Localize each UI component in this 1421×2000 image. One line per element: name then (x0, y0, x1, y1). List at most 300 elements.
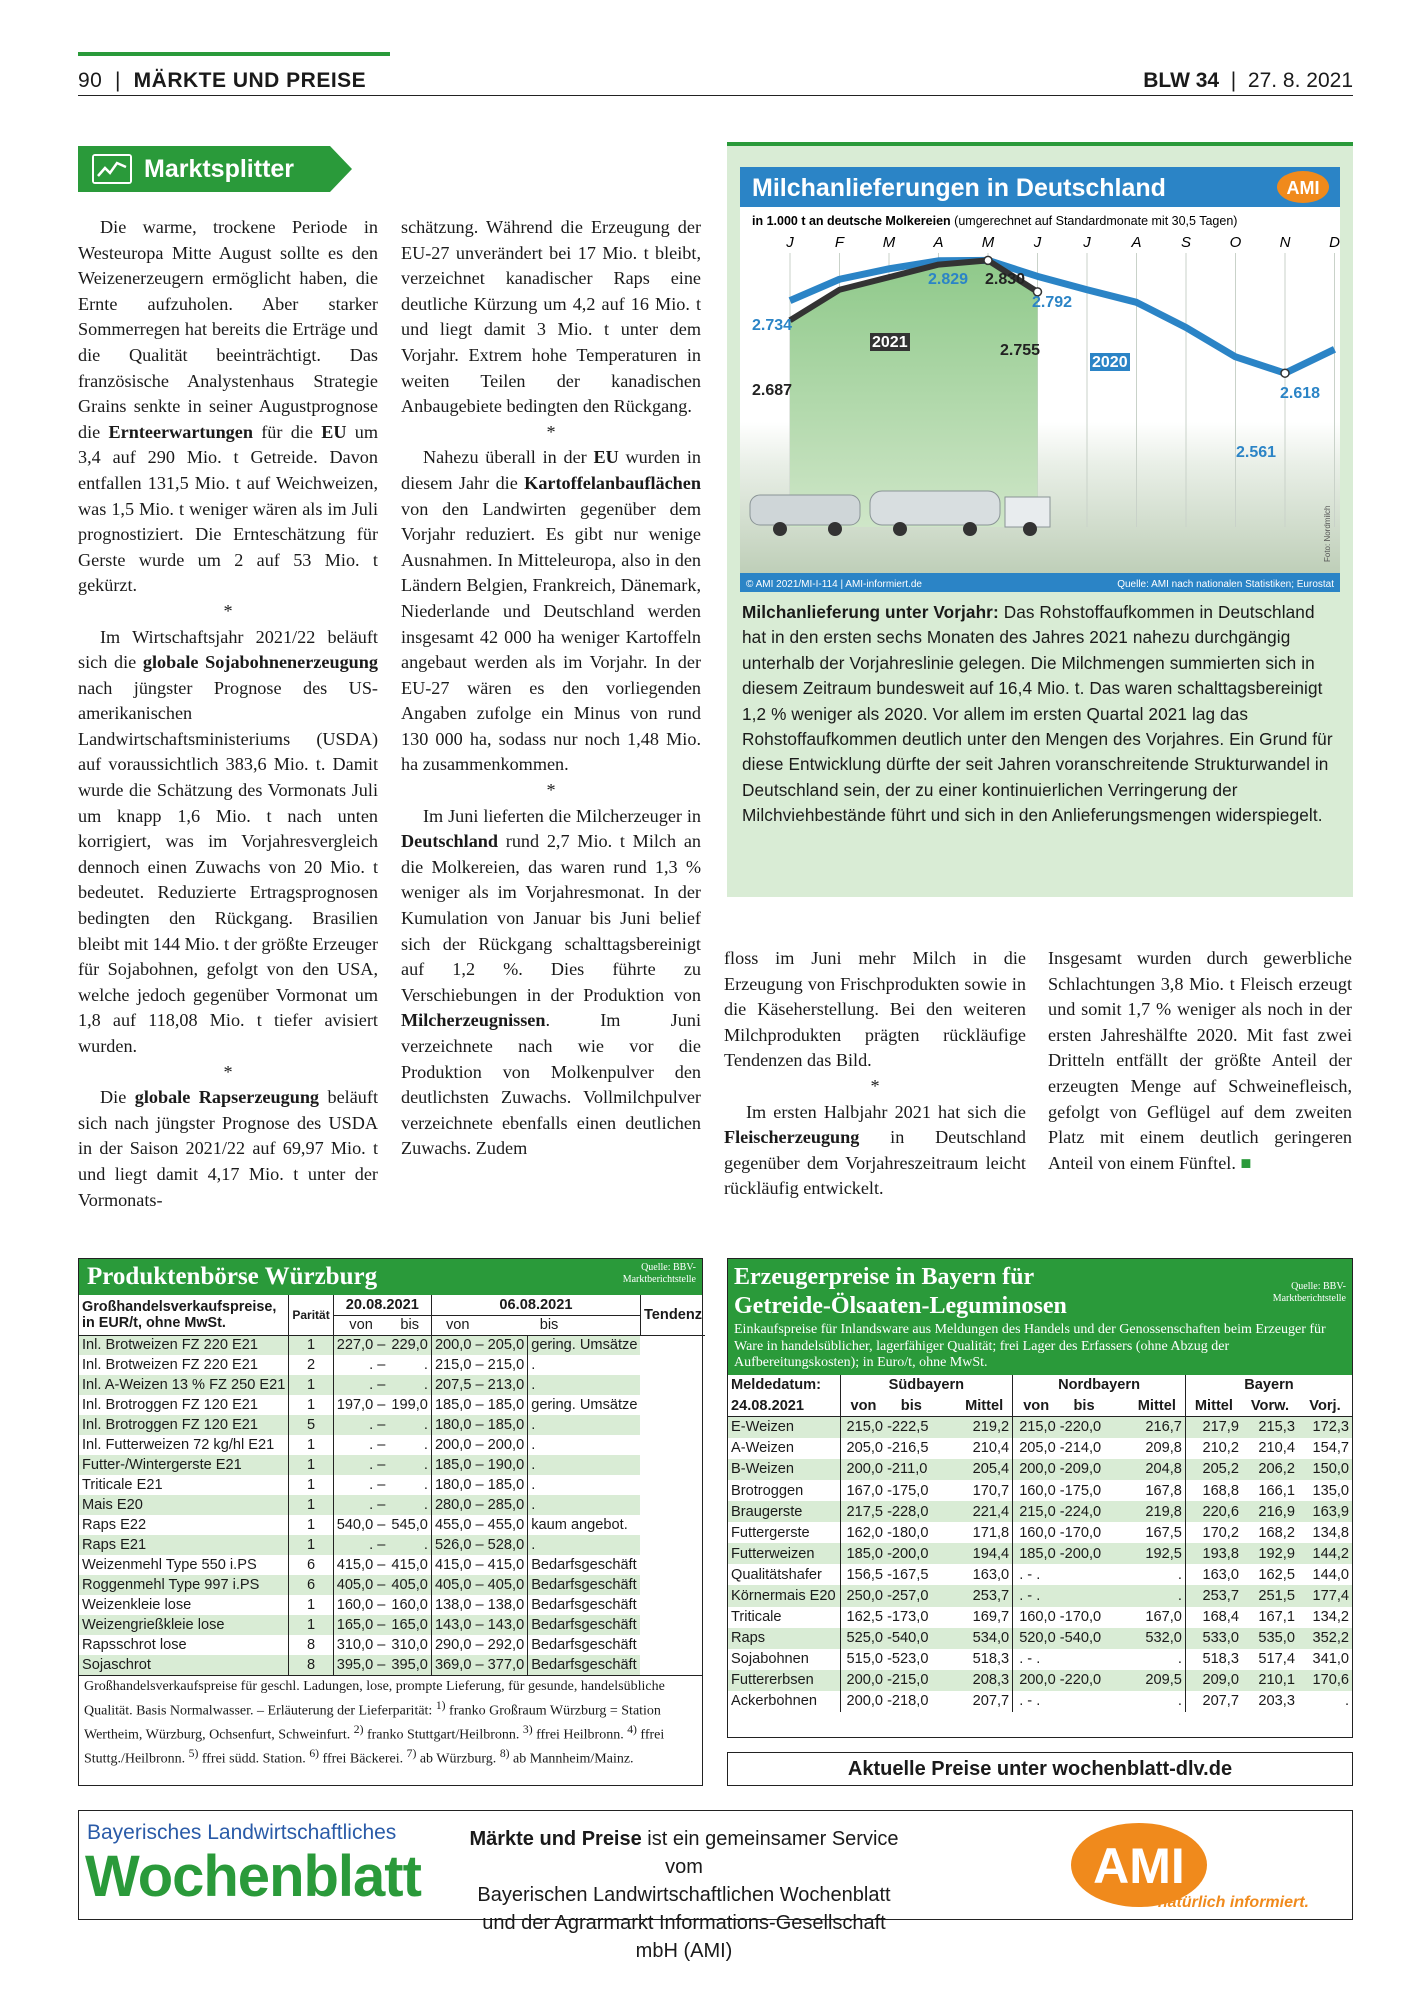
label-2830: 2.830 (985, 271, 1026, 288)
ezp-cell: 221,4 (956, 1501, 1013, 1522)
pbw-cell: 138,0 – 138,0 (431, 1595, 527, 1615)
pbw-row (79, 1375, 705, 1395)
pbw-cell: Bedarfsgeschäft (528, 1555, 641, 1575)
ezp-source: Quelle: BBV-Marktberichtstelle (1272, 1281, 1346, 1304)
milk-chart-svg (740, 167, 1340, 592)
ezp-cell: 170,2 (1185, 1522, 1242, 1543)
pbw-cell: 395,0 (388, 1655, 431, 1675)
pbw-cell: 1 (289, 1335, 333, 1355)
ezp-row (728, 1607, 1352, 1628)
pbw-title: Produktenbörse Würzburg (87, 1263, 378, 1290)
ezp-cell: 205,4 (956, 1459, 1013, 1480)
pbw-cell: . (423, 1437, 428, 1453)
pbw-cell: . – (333, 1435, 388, 1455)
pbw-cell: 405,0 – (333, 1575, 388, 1595)
pbw-cell: . (388, 1375, 431, 1395)
ezp-cell: 216,9 (1242, 1501, 1298, 1522)
ezp-cell: 209,0 (1185, 1670, 1242, 1691)
ezp-cell: 217,9 (1185, 1417, 1242, 1438)
current-prices-link[interactable]: Aktuelle Preise unter wochenblatt-dlv.de (727, 1752, 1353, 1786)
pbw-cell: 197,0 – (333, 1395, 388, 1415)
pbw-cell: 1 (289, 1535, 333, 1555)
ezp-cell: 207,7 (1185, 1691, 1242, 1712)
ezp-cell: 210,1 (1242, 1670, 1298, 1691)
pbw-cell: . (528, 1535, 641, 1555)
ezp-cell: 215,0 -220,0 (1013, 1417, 1129, 1438)
pbw-cell: kaum angebot. (528, 1515, 641, 1535)
ezp-cell: 215,0 -222,5 (840, 1417, 956, 1438)
label-2755: 2.755 (1000, 342, 1041, 359)
article-paragraph: schätzung. Während die Erzeugung der EU-27 unverändert bei 17 Mio. t bleibt, verzeichnet kanadischer Raps eine deutliche Kürzung um 4,2 auf 16 Mio. t und liegt damit 3 Mio. t unter dem Vorjahr. Extrem hohe Temperaturen in weiten Teilen der kanadischen Anbaugebiete bedingten den Rückgang. (401, 217, 701, 417)
pbw-cell: Weizengrießkleie lose (79, 1615, 289, 1635)
ezp-cell: 172,3 (1298, 1417, 1352, 1438)
chart-credit-right: Quelle: AMI nach nationalen Statistiken; Eurostat (1117, 579, 1334, 590)
pbw-cell: 310,0 (391, 1637, 428, 1653)
ezp-cell: 162,5 -173,0 (840, 1607, 956, 1628)
pbw-cell: 1 (289, 1455, 333, 1475)
article-paragraph: Im ersten Halbjahr 2021 hat sich die Fleischerzeugung in Deutschland gegenüber dem Vorjahreszeitraum leicht rückläufig entwickelt. (724, 1101, 1026, 1199)
ezp-cell: 163,0 (1185, 1564, 1242, 1585)
ezp-cell: 134,2 (1312, 1609, 1349, 1626)
pbw-cell: 200,0 – 200,0 (431, 1435, 527, 1455)
pbw-col-bis2: bis (539, 1317, 559, 1333)
ezp-cell: B-Weizen (728, 1459, 840, 1480)
ezp-cell: 144,0 (1312, 1566, 1349, 1583)
pbw-cell: Bedarfsgeschäft (528, 1595, 641, 1615)
pbw-cell: Inl. Brotroggen FZ 120 E21 (79, 1415, 289, 1435)
separator-star: * (546, 421, 556, 442)
article-paragraph: Nahezu überall in der EU wurden in diesem Jahr die Kartoffelanbauflächen von den Landwirten gegenüber dem Vorjahr reduziert. Es gibt nur wenige Ausnahmen. In Mitteleuropa, also in den Ländern Belgien, Frankreich, Dänemark, Niederlande und Deutschland werden insgesamt 42 000 ha weniger Kartoffeln angebaut werden als im Vorjahr. In der EU-27 wären es den vorliegenden Angaben zufolge ein Minus von rund 130 000 ha, sodass nur noch 1,48 Mio. ha zusammenkommen. (401, 447, 701, 775)
separator-star: * (223, 600, 233, 621)
ezp-cell: 210,4 (1258, 1440, 1295, 1457)
pbw-cell: 415,0 – 415,0 (431, 1555, 527, 1575)
chart-subtitle: in 1.000 t an deutsche Molkereien (umgerechnet auf Standardmonate mit 30,5 Tagen) (752, 214, 1238, 228)
month-tick-label: F (834, 234, 845, 251)
pbw-row (79, 1655, 705, 1675)
ezp-cell: 535,0 (1242, 1628, 1298, 1649)
pbw-cell: Inl. Brotweizen FZ 220 E21 (79, 1335, 289, 1355)
pbw-cell: . – (333, 1355, 388, 1375)
ezp-row (728, 1522, 1352, 1543)
label-2829: 2.829 (928, 271, 969, 288)
ezp-cell: 162,0 -180,0 (840, 1522, 956, 1543)
pbw-col-product: Großhandelsverkaufspreise, in EUR/t, ohne MwSt. (82, 1298, 277, 1331)
ezp-cell: 206,2 (1242, 1459, 1298, 1480)
pbw-cell: Roggenmehl Type 997 i.PS (79, 1575, 289, 1595)
pbw-cell: 143,0 – 143,0 (431, 1615, 527, 1635)
milk-chart (740, 167, 1340, 592)
ezp-cell: 205,0 -216,5 (840, 1438, 956, 1459)
ezp-cell: 215,0 -224,0 (1013, 1501, 1129, 1522)
ezp-cell: 220,6 (1185, 1501, 1242, 1522)
ezp-cell: 219,8 (1129, 1501, 1186, 1522)
ezp-cell: Futterweizen (728, 1543, 840, 1564)
ezp-cell: 163,0 (972, 1566, 1010, 1583)
month-tick-label: O (1229, 234, 1242, 251)
pbw-cell: gering. Umsätze (528, 1335, 641, 1355)
svg-text:natürlich informiert.: natürlich informiert. (1157, 1894, 1309, 1911)
pbw-cell: 310,0 – (333, 1635, 388, 1655)
pbw-cell: 1 (289, 1615, 333, 1635)
pbw-cell: Bedarfsgeschäft (528, 1655, 641, 1675)
ezp-row (728, 1564, 1352, 1585)
separator-star: * (870, 1075, 880, 1096)
pbw-cell: 1 (289, 1435, 333, 1455)
ezp-cell: 210,2 (1185, 1438, 1242, 1459)
ezp-cell: 144,2 (1298, 1543, 1352, 1564)
pbw-cell: 229,0 (388, 1335, 431, 1355)
ezp-cell: 352,2 (1298, 1628, 1352, 1649)
pbw-table (79, 1295, 705, 1675)
ezp-cell: 200,0 -218,0 (840, 1691, 956, 1712)
ezp-cell: Sojabohnen (731, 1651, 809, 1668)
ezp-row (728, 1501, 1352, 1522)
pbw-cell: . – (333, 1535, 388, 1555)
ezp-cell: Brotroggen (731, 1482, 804, 1499)
pbw-cell: . – (333, 1375, 388, 1395)
month-tick-label: M (882, 234, 896, 251)
pbw-cell: . (423, 1357, 428, 1373)
ezp-cell: 520,0 -540,0 (1013, 1628, 1129, 1649)
pbw-cell: 415,0 – (333, 1555, 388, 1575)
pbw-cell: 180,0 – 185,0 (431, 1415, 527, 1435)
pbw-cell: 415,0 (391, 1557, 428, 1573)
ezp-col-suedbayern: Südbayern (840, 1375, 1013, 1396)
pbw-cell: 6 (289, 1575, 333, 1595)
pbw-cell: Bedarfsgeschäft (528, 1635, 641, 1655)
pbw-cell: Futter-/Wintergerste E21 (79, 1455, 289, 1475)
pbw-row (79, 1435, 705, 1455)
article-paragraph: Insgesamt wurden durch gewerbliche Schlachtungen 3,8 Mio. t Fleisch erzeugt und somit 1,7 % weniger als noch in der ersten Jahreshälfte 2020. Mit fast zwei Dritteln entfällt der größte Anteil der erzeugten Menge auf Schweinefleisch, gefolgt von Geflügel auf dem zweiten Platz mit einem deutlich geringeren Anteil von einem Fünftel. ■ (1048, 948, 1352, 1173)
pbw-cell: Triticale E21 (82, 1477, 163, 1493)
pbw-cell: Inl. Brotroggen FZ 120 E21 (82, 1397, 259, 1413)
pbw-row (79, 1635, 705, 1655)
ezp-description: Einkaufspreise für Inlandsware aus Meldungen des Handels und der Genossenschaften beim Erzeuger für Ware in handelsüblicher, lagerfähiger Qualität; frei Lager des Erfassers (ohne Abzug der Aufbereitungskosten); in Euro/t, ohne MwSt. (734, 1322, 1326, 1370)
ezp-cell: 205,2 (1185, 1459, 1242, 1480)
ezp-header (728, 1259, 1352, 1375)
ezp-cell: Futtererbsen (728, 1670, 840, 1691)
blw-logo-line1: Bayerisches Landwirtschaftliches (87, 1821, 397, 1844)
ezp-cell: 518,3 (972, 1651, 1010, 1668)
ezp-cell: 209,8 (1145, 1440, 1182, 1457)
ezp-cell: 170,7 (972, 1482, 1010, 1499)
ezp-cell: 253,7 (1185, 1585, 1242, 1606)
pbw-cell: Bedarfsgeschäft (528, 1575, 641, 1595)
ezp-row (728, 1459, 1352, 1480)
month-tick-label: M (981, 234, 995, 251)
pbw-cell: . (388, 1455, 431, 1475)
ezp-col-mittel-b: Mittel (1185, 1396, 1242, 1417)
pbw-row (79, 1535, 705, 1555)
section-title: MÄRKTE UND PREISE (133, 69, 367, 92)
month-tick-label: S (1180, 234, 1192, 251)
pbw-cell: 1 (289, 1475, 333, 1495)
pbw-row (79, 1515, 705, 1535)
pbw-cell: 1 (289, 1595, 333, 1615)
ezp-row (728, 1417, 1352, 1438)
ezp-row (728, 1628, 1352, 1649)
pbw-cell: . (388, 1495, 431, 1515)
svg-text:AMI: AMI (1093, 1838, 1185, 1894)
pbw-cell: 8 (289, 1655, 333, 1675)
ezp-row (728, 1691, 1352, 1712)
pbw-row (79, 1615, 705, 1635)
pbw-cell: 526,0 – 528,0 (431, 1535, 527, 1555)
pbw-cell: 185,0 – 190,0 (431, 1455, 527, 1475)
ezp-cell: . - . (1013, 1564, 1129, 1585)
ezp-cell: 209,5 (1129, 1670, 1186, 1691)
pbw-cell: 200,0 – 205,0 (431, 1335, 527, 1355)
ezp-cell: 150,0 (1298, 1459, 1352, 1480)
pbw-col-von2: von (431, 1315, 527, 1335)
ezp-cell: Ackerbohnen (731, 1693, 818, 1710)
pbw-cell: . (388, 1535, 431, 1555)
ezp-cell: 156,5 -167,5 (840, 1564, 956, 1585)
pbw-col-bis: bis (400, 1317, 419, 1333)
month-tick-label: J (786, 234, 794, 251)
page-footer (78, 1810, 1353, 1962)
ezp-cell: 193,8 (1185, 1543, 1242, 1564)
pbw-cell: . (528, 1415, 641, 1435)
ezp-cell: 518,3 (1185, 1649, 1242, 1670)
ezp-cell: 167,8 (1145, 1482, 1182, 1499)
ezp-col-von-bis-n: von bis (1013, 1396, 1129, 1417)
issue-number: BLW 34 (1143, 69, 1220, 92)
ezp-row (728, 1649, 1352, 1670)
ezp-cell: 134,8 (1312, 1524, 1349, 1541)
chart-credit-left: © AMI 2021/MI-I-114 | AMI-informiert.de (746, 579, 922, 590)
ezp-cell: 208,3 (956, 1670, 1013, 1691)
pbw-cell: . (528, 1375, 641, 1395)
pbw-cell: 1 (289, 1375, 333, 1395)
month-tick-label: A (1131, 234, 1142, 251)
ezp-cell: 207,7 (972, 1693, 1010, 1710)
pbw-cell: 160,0 – (333, 1595, 388, 1615)
ezp-cell: 192,5 (1129, 1543, 1186, 1564)
pbw-row (79, 1495, 705, 1515)
label-2792: 2.792 (1032, 294, 1073, 311)
pbw-cell: 1 (289, 1495, 333, 1515)
ezp-cell: Futtergerste (731, 1524, 810, 1541)
ezp-row (728, 1670, 1352, 1691)
pbw-cell: 395,0 – (333, 1655, 388, 1675)
ezp-col-bayern: Bayern (1185, 1375, 1352, 1396)
pbw-row (79, 1575, 705, 1595)
pbw-cell: Inl. Futterweizen 72 kg/hl E21 (82, 1437, 275, 1453)
ezp-cell: 194,4 (956, 1543, 1013, 1564)
pbw-cell: 1 (289, 1515, 333, 1535)
article-paragraph: Die globale Rapserzeugung beläuft sich nach jüngster Prognose des USDA in der Saison 2021/22 auf 69,97 Mio. t und liegt damit 4,17 Mio. t unter der Vormonats- (78, 1087, 378, 1210)
ezp-cell: 170,6 (1298, 1670, 1352, 1691)
pbw-cell: 369,0 – 377,0 (431, 1655, 527, 1675)
pbw-row (79, 1415, 705, 1435)
ezp-cell: . (1344, 1693, 1349, 1710)
ezp-title-line1: Erzeugerpreise in Bayern für (734, 1264, 1035, 1290)
ezp-cell: 203,3 (1258, 1693, 1295, 1710)
separator-star: * (546, 780, 556, 801)
caption-text: Das Rohstoffaufkommen in Deutschland hat in den ersten sechs Monaten des Jahres 2021 nahezu durchgängig unterhalb der Vorjahreslinie gelegen. Die Milchmengen summierten sich in diesem Zeitraum bundesweit auf 16,4 Mio. t. Das waren schalttagsbereinigt 1,2 % weniger als 2020. Vor allem im ersten Quartal 2021 lag das Rohstoffaufkommen deutlich unter den Mengen des Vorjahres. Ein Grund für diese Entwicklung dürfte der seit Jahren voranschreitende Strukturwandel in Deutschland sein, der zu einer kontinuierlichen Verringerung der Milchviehbestände führt und sich in den Anlieferungsmengen widerspiegelt. (742, 602, 1333, 826)
pbw-row (79, 1335, 705, 1355)
pbw-cell: 8 (289, 1635, 333, 1655)
ezp-cell: 167,1 (1258, 1609, 1295, 1626)
produktenboerse-table-box (78, 1258, 703, 1786)
pbw-cell: Raps E22 (82, 1517, 147, 1533)
pbw-cell: . (388, 1415, 431, 1435)
label-2687: 2.687 (752, 382, 793, 399)
ezp-cell: 167,5 (1145, 1524, 1182, 1541)
ezp-cell: 171,8 (972, 1524, 1010, 1541)
pbw-cell: . (528, 1475, 641, 1495)
ezp-col-von-bis-s: von bis (840, 1396, 956, 1417)
ezp-cell: 533,0 (1185, 1628, 1242, 1649)
ezp-cell: 341,0 (1312, 1651, 1349, 1668)
header-accent-bar (78, 52, 390, 56)
tanker-truck-illustration (750, 491, 1050, 536)
issue-date: 27. 8. 2021 (1247, 69, 1353, 92)
ezp-cell: Raps (728, 1628, 840, 1649)
article-column-2 (401, 215, 701, 1162)
ezp-cell: . - . (1013, 1691, 1129, 1712)
pbw-cell: gering. Umsätze (528, 1395, 641, 1415)
label-2734: 2.734 (752, 317, 793, 334)
ezp-row (728, 1438, 1352, 1459)
pbw-row (79, 1595, 705, 1615)
pbw-col-paritaet: Parität (289, 1295, 333, 1335)
ami-logo-text: AMI (1286, 178, 1320, 198)
ezp-row (728, 1585, 1352, 1606)
label-year-2021: 2021 (872, 334, 908, 351)
ezp-cell: 168,4 (1185, 1607, 1242, 1628)
article-paragraph: Im Wirtschaftsjahr 2021/22 beläuft sich die globale Sojabohnenerzeugung nach jüngster Prognose des US-amerikanischen Landwirtschaftsministeriums (USDA) auf voraussichtlich 383,6 Mio. t. Damit wurde die Schätzung des Vormonats Juli um knapp 1,6 Mio. t nach unten korrigiert, was im Vorjahresvergleich dennoch einen Zuwachs von 20 Mio. t bedeutet. Reduzierte Ertragsprognosen bedingten den Rückgang. Brasilien bleibt mit 144 Mio. t der größte Erzeuger für Sojabohnen, gefolgt von den USA, welche jedoch gegenüber Vormonat um 1,8 auf 118,08 Mio. t tiefer avisiert wurden. (78, 626, 379, 1056)
pbw-cell: 290,0 – 292,0 (431, 1635, 527, 1655)
ezp-cell: Körnermais E20 (728, 1585, 840, 1606)
pbw-cell: . – (333, 1415, 388, 1435)
ezp-cell: 135,0 (1312, 1482, 1349, 1499)
month-tick-label: A (933, 234, 944, 251)
pbw-cell: 215,0 – 215,0 (431, 1355, 527, 1375)
pbw-cell: . (528, 1435, 641, 1455)
pbw-cell: 405,0 – 405,0 (431, 1575, 527, 1595)
ezp-col-mittel-s: Mittel (965, 1397, 1004, 1414)
ezp-col-vorj: Vorj. (1309, 1397, 1341, 1414)
ezp-cell: 163,9 (1298, 1501, 1352, 1522)
ezp-cell: 532,0 (1129, 1628, 1186, 1649)
chart-title: Milchanlieferungen in Deutschland (752, 174, 1166, 202)
ezp-cell: 168,8 (1185, 1480, 1242, 1501)
pbw-col-von: von (333, 1315, 388, 1335)
footer-service-text: Märkte und Preise ist ein gemeinsamer Service vom Bayerischen Landwirtschaftlichen Wochenblatt und der Agrarmarkt Informations-Gesellschaft mbH (AMI) (469, 1828, 899, 1962)
pbw-cell: 280,0 – 285,0 (431, 1495, 527, 1515)
pbw-cell: 160,0 (391, 1597, 428, 1613)
ezp-cell: 168,2 (1258, 1524, 1295, 1541)
pbw-cell: Weizenmehl Type 550 i.PS (82, 1557, 257, 1573)
pbw-cell: 2 (289, 1355, 333, 1375)
pbw-cell: . (528, 1495, 641, 1515)
ezp-cell: Triticale (731, 1609, 782, 1626)
caption-lead: Milchanlieferung unter Vorjahr: (742, 602, 999, 622)
ezp-cell: 217,5 -228,0 (840, 1501, 956, 1522)
article-column-4 (1048, 946, 1352, 1176)
ezp-cell: 525,0 -540,0 (840, 1628, 956, 1649)
marktsplitter-title: Marktsplitter (144, 155, 295, 183)
separator-star: * (223, 1061, 233, 1082)
ezp-cell: 200,0 -220,0 (1013, 1670, 1129, 1691)
photo-credit: Foto: Nordmilch (1323, 505, 1332, 562)
ezp-cell: 200,0 -209,0 (1013, 1459, 1129, 1480)
ezp-cell: . - . (1013, 1585, 1129, 1606)
ezp-col-nordbayern: Nordbayern (1013, 1375, 1186, 1396)
ezp-cell: 205,0 -214,0 (1013, 1438, 1129, 1459)
ezp-cell: 250,0 -257,0 (840, 1585, 956, 1606)
pbw-cell: 1 (289, 1395, 333, 1415)
ezp-cell: . (1177, 1566, 1182, 1583)
label-2561: 2.561 (1236, 444, 1277, 461)
header-right: BLW 34 | 27. 8. 2021 (1143, 69, 1353, 92)
month-tick-label: J (1083, 234, 1091, 251)
ezp-cell: E-Weizen (728, 1417, 840, 1438)
article-paragraph: Die warme, trockene Periode in Westeuropa Mitte August sollte es den Weizenerzeugern ermöglicht haben, die Ernte aufzuholen. Aber starker Sommerregen hat bereits die Erträge und die Qualität beeinträchtigt. Das französische Analystenhaus Strategie Grains senkte in seiner Augustprognose die Ernteerwartungen für die EU um 3,4 auf 290 Mio. t Getreide. Davon entfallen 131,5 Mio. t auf Weichweizen, was 1,5 Mio. t weniger wären als im Juli prognostiziert. Die Ernteschätzung für Gerste wurde um 2 auf 53 Mio. t gekürzt. (78, 217, 378, 596)
ezp-title-line2: Getreide-Ölsaaten-Leguminosen (734, 1293, 1067, 1319)
ezp-cell: 154,7 (1312, 1440, 1349, 1457)
ezp-cell: 251,5 (1242, 1585, 1298, 1606)
pbw-cell: Mais E20 (79, 1495, 289, 1515)
pbw-row (79, 1355, 705, 1375)
pbw-footnote: Großhandelsverkaufspreise für geschl. Ladungen, lose, prompte Lieferung, für gesunde, handelsübliche Qualität. Basis Normalwasser. – Erläuterung der Lieferparität: $^{1)}$ franko Großraum Würzburg = Station Wertheim, Würzburg, Ochsenfurt, Schweinfurt. $^{2)}$ franko Stuttgart/Heilbronn. $^{3)}$ ffrei Heilbronn. $^{4)}$ ffrei Stuttg./Heilbronn. $^{5)}$ ffrei südd. Station. $^{6)}$ ffrei Bäckerei. $^{7)}$ ab Würzburg. $^{8)}$ ab Mannheim/Mainz. (79, 1675, 702, 1771)
ezp-cell: 200,0 -215,0 (840, 1670, 956, 1691)
ezp-cell: 253,7 (956, 1585, 1013, 1606)
pbw-cell: . (423, 1477, 428, 1493)
ezp-date: 24.08.2021 (731, 1397, 805, 1414)
pbw-cell: Inl. A-Weizen 13 % FZ 250 E21 (79, 1375, 289, 1395)
pbw-cell: Inl. Brotweizen FZ 220 E21 (82, 1357, 259, 1373)
marktsplitter-heading (78, 146, 330, 192)
ezp-cell: 167,0 (1145, 1609, 1182, 1626)
ezp-col-meldedatum: Meldedatum: (731, 1377, 821, 1394)
pbw-cell: 545,0 (391, 1517, 428, 1533)
ezp-cell: 517,4 (1258, 1651, 1295, 1668)
ezp-cell: 210,4 (972, 1440, 1010, 1457)
pbw-cell: Bedarfsgeschäft (528, 1615, 641, 1635)
ezp-cell: 219,2 (956, 1417, 1013, 1438)
pbw-cell: . – (333, 1475, 388, 1495)
ezp-cell: 215,3 (1242, 1417, 1298, 1438)
pbw-cell: 540,0 – (333, 1515, 388, 1535)
ezp-cell: . (1129, 1585, 1186, 1606)
ezp-cell: 185,0 -200,0 (1013, 1543, 1129, 1564)
ezp-cell: . (1177, 1693, 1182, 1710)
ezp-table (728, 1375, 1352, 1713)
pbw-cell: 165,0 (388, 1615, 431, 1635)
ezp-cell: 200,0 -211,0 (840, 1459, 956, 1480)
pbw-cell: 199,0 (391, 1397, 428, 1413)
ezp-cell: Braugerste (728, 1501, 840, 1522)
pbw-cell: 6 (289, 1555, 333, 1575)
pbw-row (79, 1555, 705, 1575)
pbw-cell: . – (333, 1455, 388, 1475)
pbw-cell: Rapsschrot lose (82, 1637, 187, 1653)
ezp-cell: . - . (1013, 1649, 1129, 1670)
ezp-cell: 167,0 -175,0 (840, 1480, 956, 1501)
pbw-source: Quelle: BBV-Marktberichtstelle (622, 1262, 696, 1285)
pbw-cell: . (528, 1355, 641, 1375)
pbw-cell: 180,0 – 185,0 (431, 1475, 527, 1495)
data-point-2020-nov (1281, 369, 1289, 377)
pbw-cell: 455,0 – 455,0 (431, 1515, 527, 1535)
pbw-cell: 185,0 – 185,0 (431, 1395, 527, 1415)
article-column-1 (78, 215, 378, 1213)
article-paragraph: Im Juni lieferten die Milcherzeuger in Deutschland rund 2,7 Mio. t Milch an die Molkereien, das waren rund 1,3 % weniger als im Vorjahresmonat. In der Kumulation von Januar bis Juni belief sich der Rückgang schalttagsbereinigt auf 1,2 %. Dies führte zu Verschiebungen in der Produktion von Milcherzeugnissen. Im Juni verzeichnete nach wie vor die Produktion von Molkenpulver den deutlichsten Zuwachs. Vollmilchpulver verzeichnete ebenfalls einen deutlichen Zuwachs. Zudem (401, 805, 701, 1159)
label-2618: 2.618 (1280, 385, 1321, 402)
